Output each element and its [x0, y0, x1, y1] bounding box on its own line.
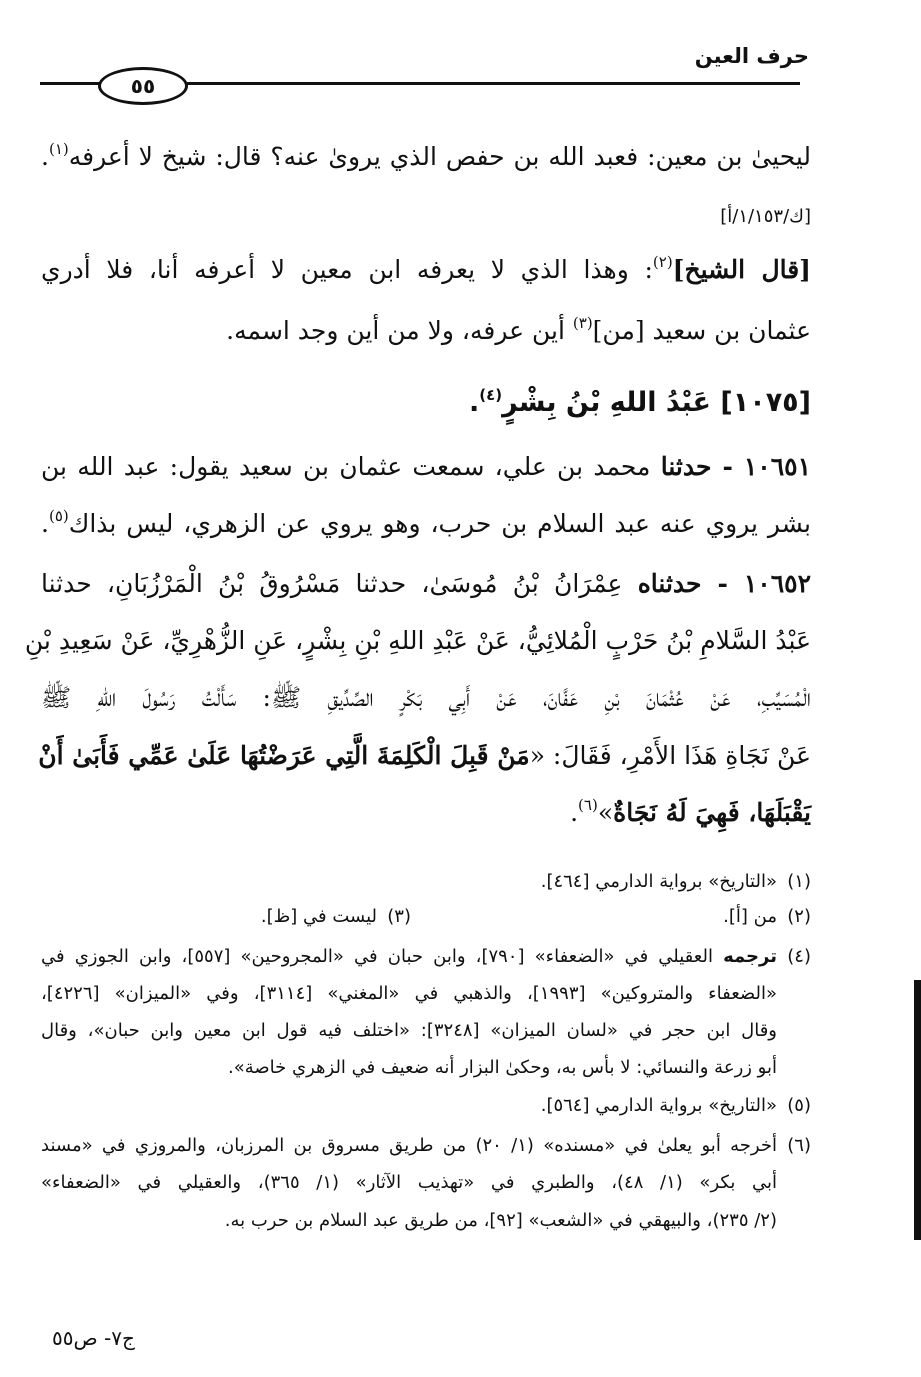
footnote-text: «التاريخ» برواية الدارمي [٥٦٤].: [540, 1095, 777, 1116]
hadith-lead: حدثنا: [660, 452, 712, 481]
chapter-title: حرف العين: [694, 44, 809, 68]
footnote-number: (٦): [787, 1135, 811, 1156]
text: .: [468, 387, 480, 418]
footnote-6-line-3: (٢/ ٢٣٥)، والبيهقي في «الشعب» [٩٢]، من طريق عبد السلام بن حرب به.: [224, 1210, 777, 1231]
hadith-10652-line-5: [570, 795, 811, 834]
prophetic-saying: يَقْبَلَهَا، فَهِيَ لَهُ نَجَاةٌ: [613, 798, 811, 827]
text: محمد بن علي، سمعت عثمان بن سعيد يقول: عبد الله بن: [41, 452, 661, 481]
footnote-marker-3: (٣): [572, 314, 593, 332]
footnote-6-line-2: أبي بكر» (١/ ٤٨)، والطبري في «تهذيب الآثار» (١/ ٣٦٥)، والعقيلي في «الضعفاء»: [41, 1172, 777, 1193]
footnote-5: [541, 1091, 811, 1121]
hadith-lead: حدثناه: [637, 569, 702, 598]
sheikh-label: [قال الشيخ]: [672, 255, 812, 284]
text: »: [597, 798, 614, 827]
prophetic-saying: مَنْ قَبِلَ الْكَلِمَةَ الَّتِي عَرَضْتُهَا عَلَىٰ عَمِّي فَأَبَىٰ أَنْ: [38, 741, 530, 770]
footnote-lead: ترجمه: [723, 946, 777, 967]
paragraph-2-line-2: [226, 313, 811, 352]
hadith-10651-line-2: [41, 506, 811, 545]
hadith-10652-line-1: [41, 566, 811, 602]
manuscript-reference: [ك/١/١٥٣/أ]: [720, 206, 811, 227]
footnote-marker-6: (٦): [578, 796, 598, 814]
footnote-1: [541, 867, 811, 897]
page-edge-mark: [914, 980, 921, 1240]
entry-heading: [469, 385, 811, 424]
entry-title: [١٠٧٥] عَبْدُ اللهِ بْنُ بِشْرٍ: [502, 387, 811, 418]
footnote-number: (٢): [787, 906, 811, 927]
footnote-number: (٣): [387, 906, 411, 927]
footnote-number: (٤): [787, 946, 811, 967]
footnote-marker-4: (٤): [479, 386, 503, 404]
footnote-marker-5: (٥): [48, 507, 69, 525]
footnote-3: [261, 902, 411, 932]
text: أين عرفه، ولا من أين وجد اسمه.: [226, 316, 573, 345]
text: بشر يروي عنه عبد السلام بن حرب، وهو يروي عن الزهري، ليس بذاك: [68, 509, 811, 538]
footnote-2: [723, 902, 811, 932]
hadith-10652-line-2: عَبْدُ السَّلامِ بْنُ حَرْبٍ الْمُلائِيُّ، عَنْ عَبْدِ اللهِ بْنِ بِشْرٍ، عَنِ الزُّهْرِيِّ، عَنْ سَعِيدِ بْنِ: [24, 626, 811, 655]
text: عِمْرَانُ بْنُ مُوسَىٰ، حدثنا مَسْرُوقُ بْنُ الْمَرْزُبَانِ، حدثنا: [41, 569, 638, 598]
footnote-4-line-2: «الضعفاء والمتروكين» [١٩٩٣]، والذهبي في «المغني» [٣١١٤]، وفي «الميزان» [٤٢٢٦]،: [41, 983, 778, 1004]
hadith-10652-line-4: [38, 738, 811, 774]
footnote-4-line-3: وقال ابن حجر في «لسان الميزان» [٣٢٤٨]: «اختلف فيه قول ابن معين وابن حبان»، وقال: [41, 1020, 777, 1041]
volume-page-reference: ج٧- ص٥٥: [52, 1326, 135, 1350]
page-number: ٥٥: [130, 74, 156, 98]
hadith-number: ١٠٦٥٢ -: [701, 569, 811, 598]
page-number-badge: [98, 67, 188, 105]
footnote-number: (٥): [787, 1095, 811, 1116]
footnote-4-line-1: [41, 942, 811, 972]
footnote-4-line-4: أبو زرعة والنسائي: لا بأس به، وحكىٰ البزار أنه ضعيف في الزهري خاصة».: [228, 1057, 777, 1078]
text: عَنْ نَجَاةِ هَذَا الأَمْرِ، فَقَالَ: «: [529, 741, 811, 770]
footnote-text: أخرجه أبو يعلىٰ في «مسنده» (١/ ٢٠) من طريق مسروق بن المرزبان، والمروزي في «مسند: [41, 1135, 777, 1156]
footnote-text: من [أ].: [723, 906, 777, 927]
text: عثمان بن سعيد [من]: [592, 316, 811, 345]
text: : وهذا الذي لا يعرفه ابن معين لا أعرفه أنا، فلا أدري: [41, 255, 653, 284]
paragraph-2-line-1: [41, 252, 811, 291]
text: .: [41, 509, 49, 538]
footnote-number: (١): [787, 871, 811, 892]
hadith-10652-line-3: الْمُسَيِّبِ، عَنْ عُثْمَانَ بْنِ عَفَّانَ، عَنْ أَبِي بَكْرٍ الصِّدِّيقِ ﷺ: سَأَلْتُ رَسُولَ اللهِ ﷺ: [41, 683, 811, 712]
text: .: [570, 798, 579, 827]
footnote-text: العقيلي في «الضعفاء» [٧٩٠]، وابن حبان في «المجروحين» [٥٥٧]، وابن الجوزي في: [41, 946, 724, 967]
footnote-6-line-1: [41, 1131, 811, 1161]
paragraph-1-line-1: [41, 139, 811, 178]
text: .: [41, 142, 49, 171]
footnote-marker-2: (٢): [652, 253, 673, 271]
footnote-text: ليست في [ظ].: [260, 906, 377, 927]
footnote-marker-1: (١): [48, 140, 69, 158]
hadith-10651-line-1: [41, 449, 811, 485]
footnote-text: «التاريخ» برواية الدارمي [٤٦٤].: [540, 871, 777, 892]
text: ليحيىٰ بن معين: فعبد الله بن حفص الذي يرو‌ىٰ عنه؟ قال: شيخ لا أعرفه: [68, 142, 811, 171]
hadith-number: ١٠٦٥١ -: [711, 452, 811, 481]
